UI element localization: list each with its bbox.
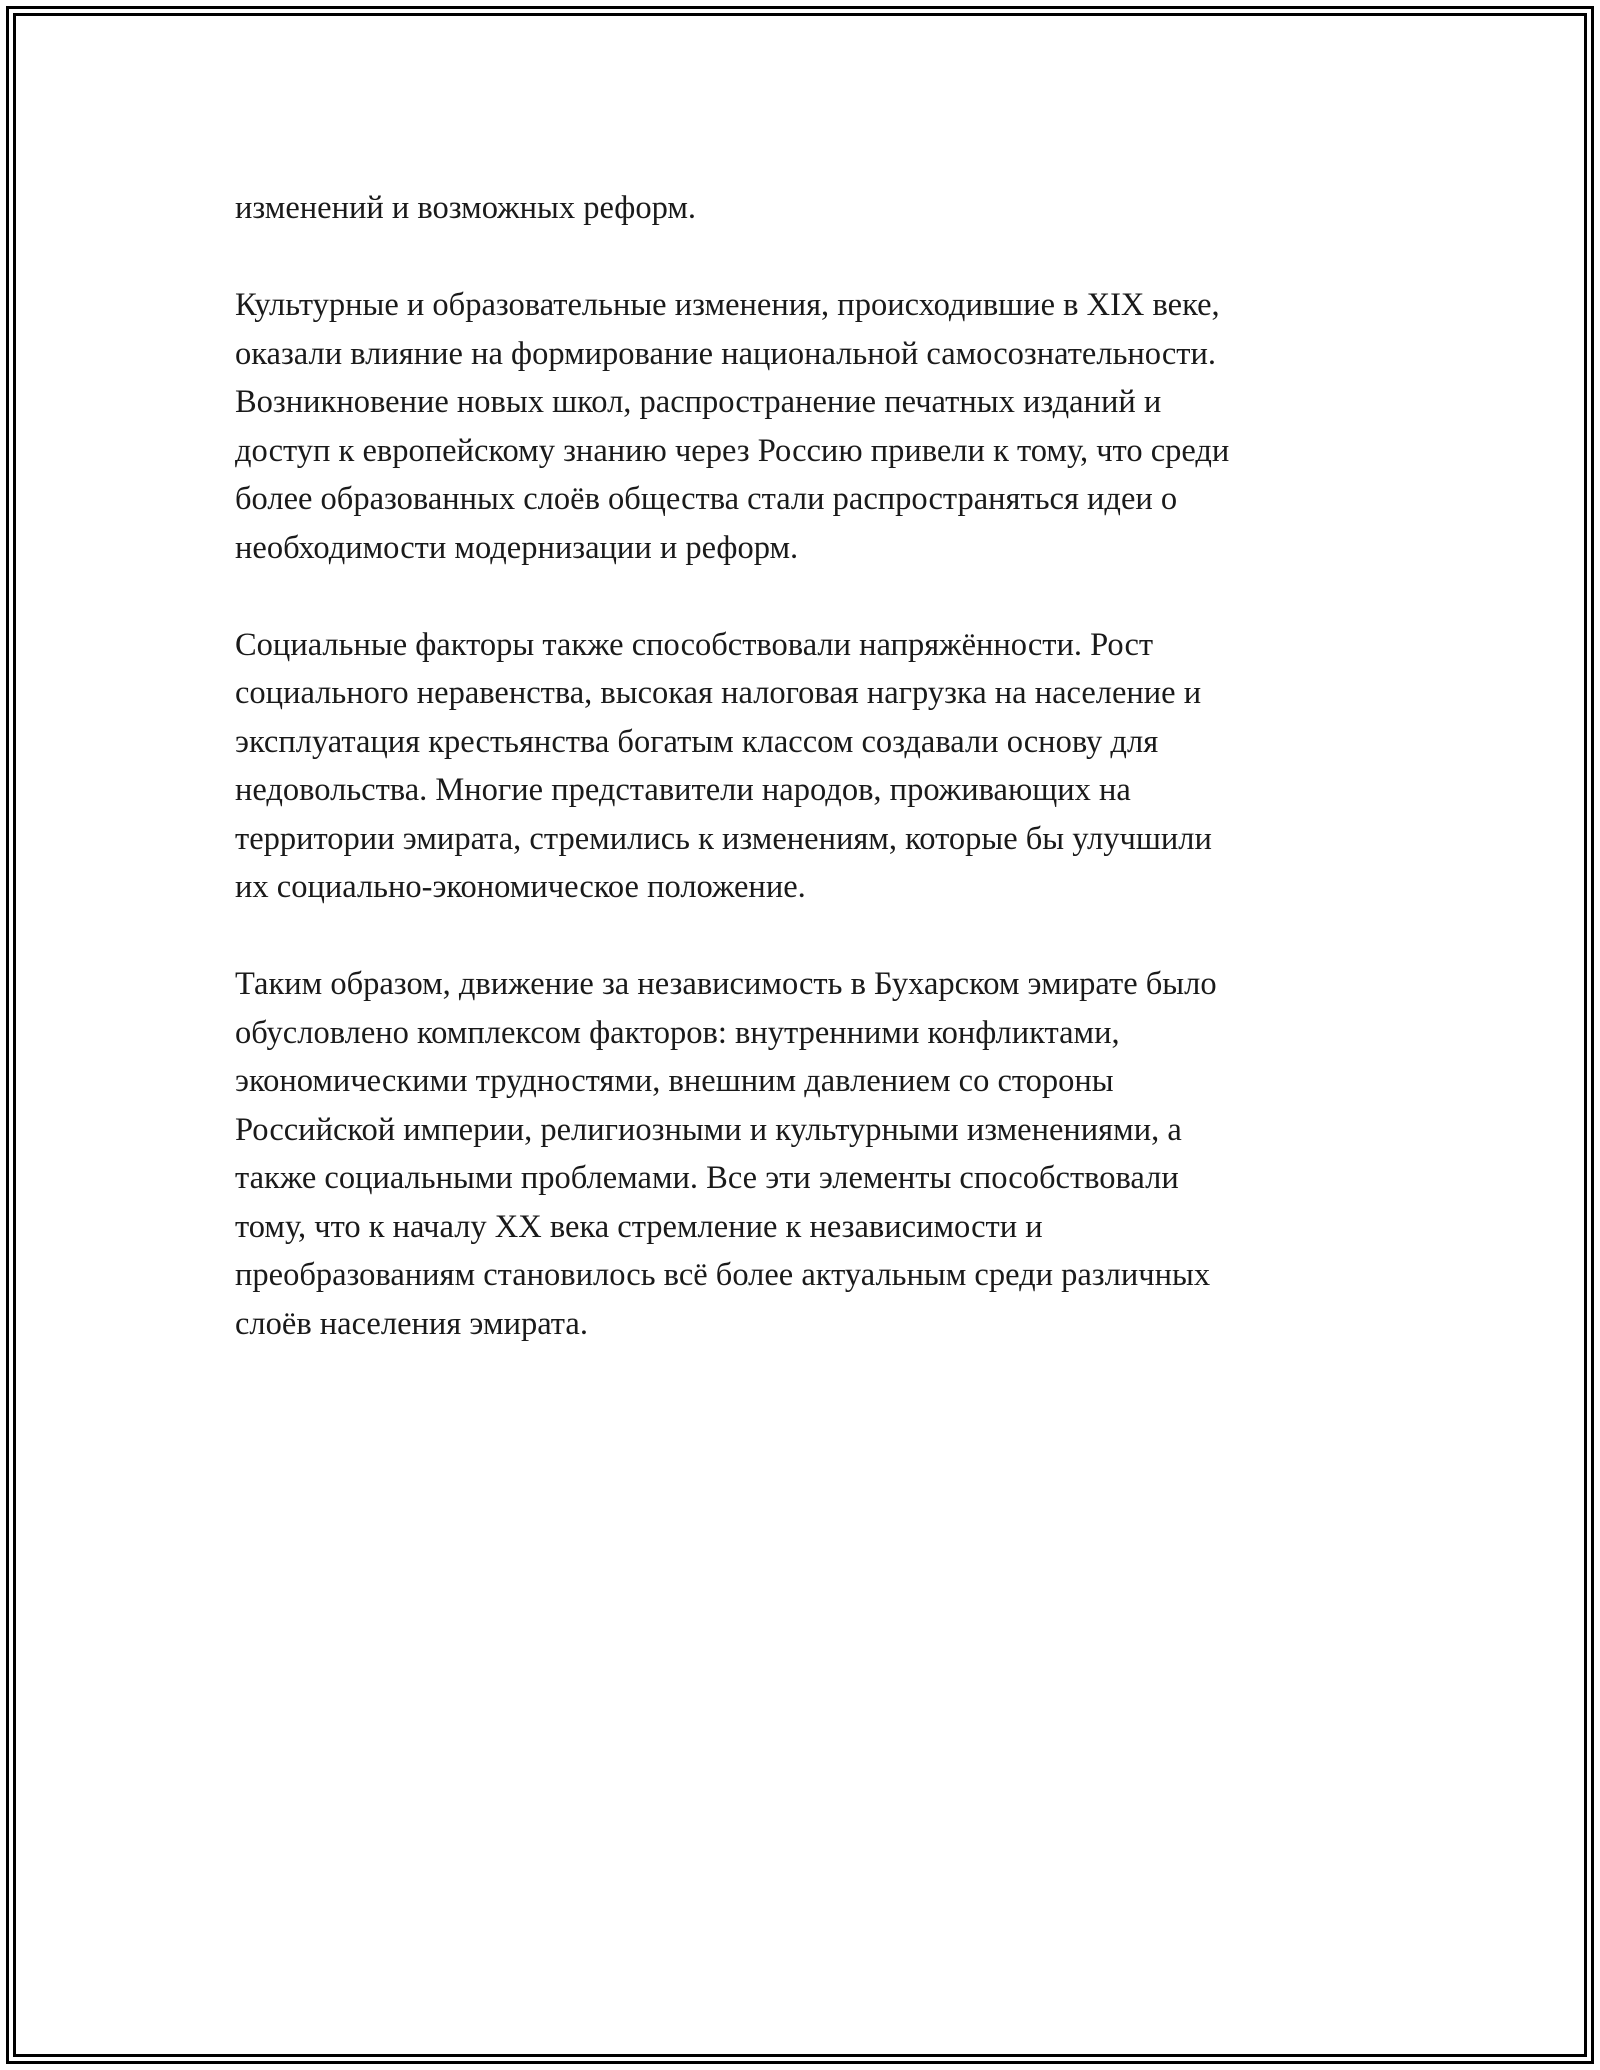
text-line: недовольства. Многие представители народов, проживающих на xyxy=(235,772,1131,808)
text-line: доступ к европейскому знанию через Россию привели к тому, что среди xyxy=(235,432,1230,469)
text-line: также социальными проблемами. Все эти элементы способствовали xyxy=(235,1160,1179,1196)
text-line: эксплуатация крестьянства богатым классом создавали основу для xyxy=(235,723,1159,760)
text-line: социального неравенства, высокая налоговая нагрузка на население и xyxy=(235,675,1202,711)
paragraph-cultural-changes xyxy=(235,281,1375,572)
paragraph-gap xyxy=(235,233,1375,282)
text-line: необходимости модернизации и реформ. xyxy=(235,529,799,566)
text-line: Социальные факторы также способствовали напряжённости. Рост xyxy=(235,626,1154,663)
paragraph-gap xyxy=(235,572,1375,621)
text-line: обусловлено комплексом факторов: внутренними конфликтами, xyxy=(235,1014,1120,1051)
text-line: более образованных слоёв общества стали распространяться идеи о xyxy=(235,481,1178,517)
paragraph-gap xyxy=(235,912,1375,961)
text-line: оказали влияние на формирование национальной самосознательности. xyxy=(235,335,1216,372)
paragraph-social-factors xyxy=(235,621,1375,912)
text-line: территории эмирата, стремились к изменениям, которые бы улучшили xyxy=(235,820,1212,857)
text-line: их социально-экономическое положение. xyxy=(235,869,806,905)
text-line: тому, что к началу XX века стремление к независимости и xyxy=(235,1208,1043,1245)
text-line: слоёв населения эмирата. xyxy=(235,1305,588,1342)
text-line: экономическими трудностями, внешним давлением со стороны xyxy=(235,1063,1114,1099)
text-line: Таким образом, движение за независимость в Бухарском эмирате было xyxy=(235,966,1217,1002)
text-line: Российской империи, религиозными и культурными изменениями, а xyxy=(235,1111,1182,1148)
paragraph-conclusion xyxy=(235,960,1375,1348)
text-line: Культурные и образовательные изменения, происходившие в XIX веке, xyxy=(235,287,1220,323)
text-line: Возникновение новых школ, распространение печатных изданий и xyxy=(235,384,1162,420)
text-line: преобразованиям становилось всё более актуальным среди различных xyxy=(235,1257,1211,1293)
text-line: изменений и возможных реформ. xyxy=(235,190,697,226)
document-body xyxy=(235,184,1375,1348)
paragraph-continuation xyxy=(235,184,1375,233)
